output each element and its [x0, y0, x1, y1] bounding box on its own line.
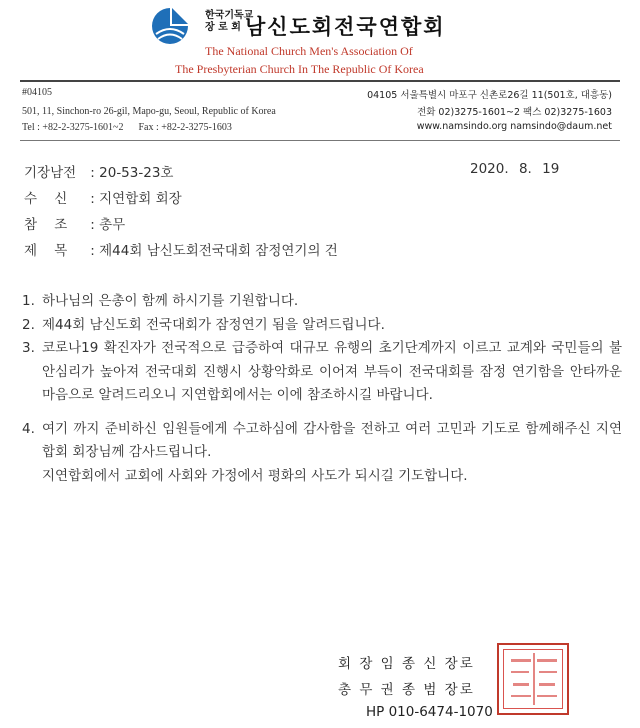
- secretary-signature: 총 무 권 종 범 장로: [338, 682, 475, 698]
- header-divider: [20, 80, 620, 82]
- logo-emblem-icon: [150, 6, 190, 46]
- reference-label: 기장남전: [24, 165, 77, 181]
- item-number: 2.: [22, 316, 35, 333]
- item-text: 코로나19 확진자가 전국적으로 급증하여 대규모 유행의 초기단계까지 이르고 교계와 국민들의 불안심리가 높아져 전국대회 진행시 상황악화로 이어져 부득이 전국대회를 잠정 연기함을 안타까운 마음으로 알려드리오니 지연합회에서는 이에 참조하시길 바랍니다.: [42, 340, 622, 403]
- item-text: 제44회 남신도회 전국대회가 잠정연기 됨을 알려드립니다.: [42, 316, 385, 333]
- president-signature: 회 장 임 종 신 장로: [338, 656, 475, 672]
- recipient-row: [24, 187, 182, 207]
- body-item-2: [22, 314, 622, 338]
- denomination-line2: 장 로 회: [205, 22, 241, 33]
- subject-label: 제 목: [24, 243, 68, 259]
- organization-name: 남신도회전국연합회: [245, 14, 446, 39]
- address-divider: [20, 140, 620, 141]
- english-name-line1: The National Church Men's Association Of: [205, 44, 413, 58]
- subject-row: [24, 239, 338, 259]
- letter-body: [22, 290, 622, 488]
- address-street-en: 501, 11, Sinchon-ro 26-gil, Mapo-gu, Seoul, Republic of Korea: [22, 106, 276, 117]
- item-number: 3.: [22, 340, 35, 356]
- closing-text: 지연합회에서 교회에 사회와 가정에서 평화의 사도가 되시길 기도합니다.: [42, 467, 468, 484]
- address-phones-en: Tel : +82-2-3275-1601~2 Fax : +82-2-3275-1603: [22, 122, 232, 133]
- recipient-label: 수 신: [24, 191, 68, 207]
- cc-value: : 총무: [90, 217, 126, 233]
- body-closing: [22, 465, 622, 489]
- body-item-4: [22, 418, 622, 465]
- address-ko-line2: 전화 02)3275-1601~2 팩스 02)3275-1603: [417, 107, 612, 118]
- denomination-line1: 한국기독교: [205, 10, 254, 21]
- english-name-line2: The Presbyterian Church In The Republic Of Korea: [175, 62, 424, 76]
- item-number: 4.: [22, 420, 35, 437]
- official-seal-stamp: [497, 643, 569, 715]
- address-postal-en: #04105: [22, 87, 52, 98]
- reference-value: : 20-53-23호: [90, 165, 174, 181]
- reference-number-row: [24, 161, 173, 181]
- organization-logo: [150, 6, 190, 46]
- item-text: 여기 까지 준비하신 임원들에게 수고하심에 감사함을 전하고 여러 고민과 기도로 함께해주신 지연합회 회장님께 감사드립니다.: [42, 420, 622, 460]
- item-number: 1.: [22, 293, 35, 309]
- body-item-1: [22, 290, 622, 314]
- address-ko-line3: www.namsindo.org namsindo@daum.net: [416, 121, 612, 132]
- contact-phone: HP 010-6474-1070: [366, 704, 493, 720]
- cc-row: [24, 213, 125, 233]
- address-ko-line1: 04105 서울특별시 마포구 신촌로26길 11(501호, 대흥동): [367, 90, 612, 101]
- body-item-3: [22, 337, 622, 408]
- cc-label: 참 조: [24, 217, 68, 233]
- item-text: 하나님의 은총이 함께 하시기를 기원합니다.: [42, 293, 299, 309]
- subject-value: : 제44회 남신도회전국대회 잠정연기의 건: [90, 243, 338, 259]
- recipient-value: : 지연합회 회장: [90, 191, 182, 207]
- document-date: 2020. 8. 19: [470, 161, 560, 177]
